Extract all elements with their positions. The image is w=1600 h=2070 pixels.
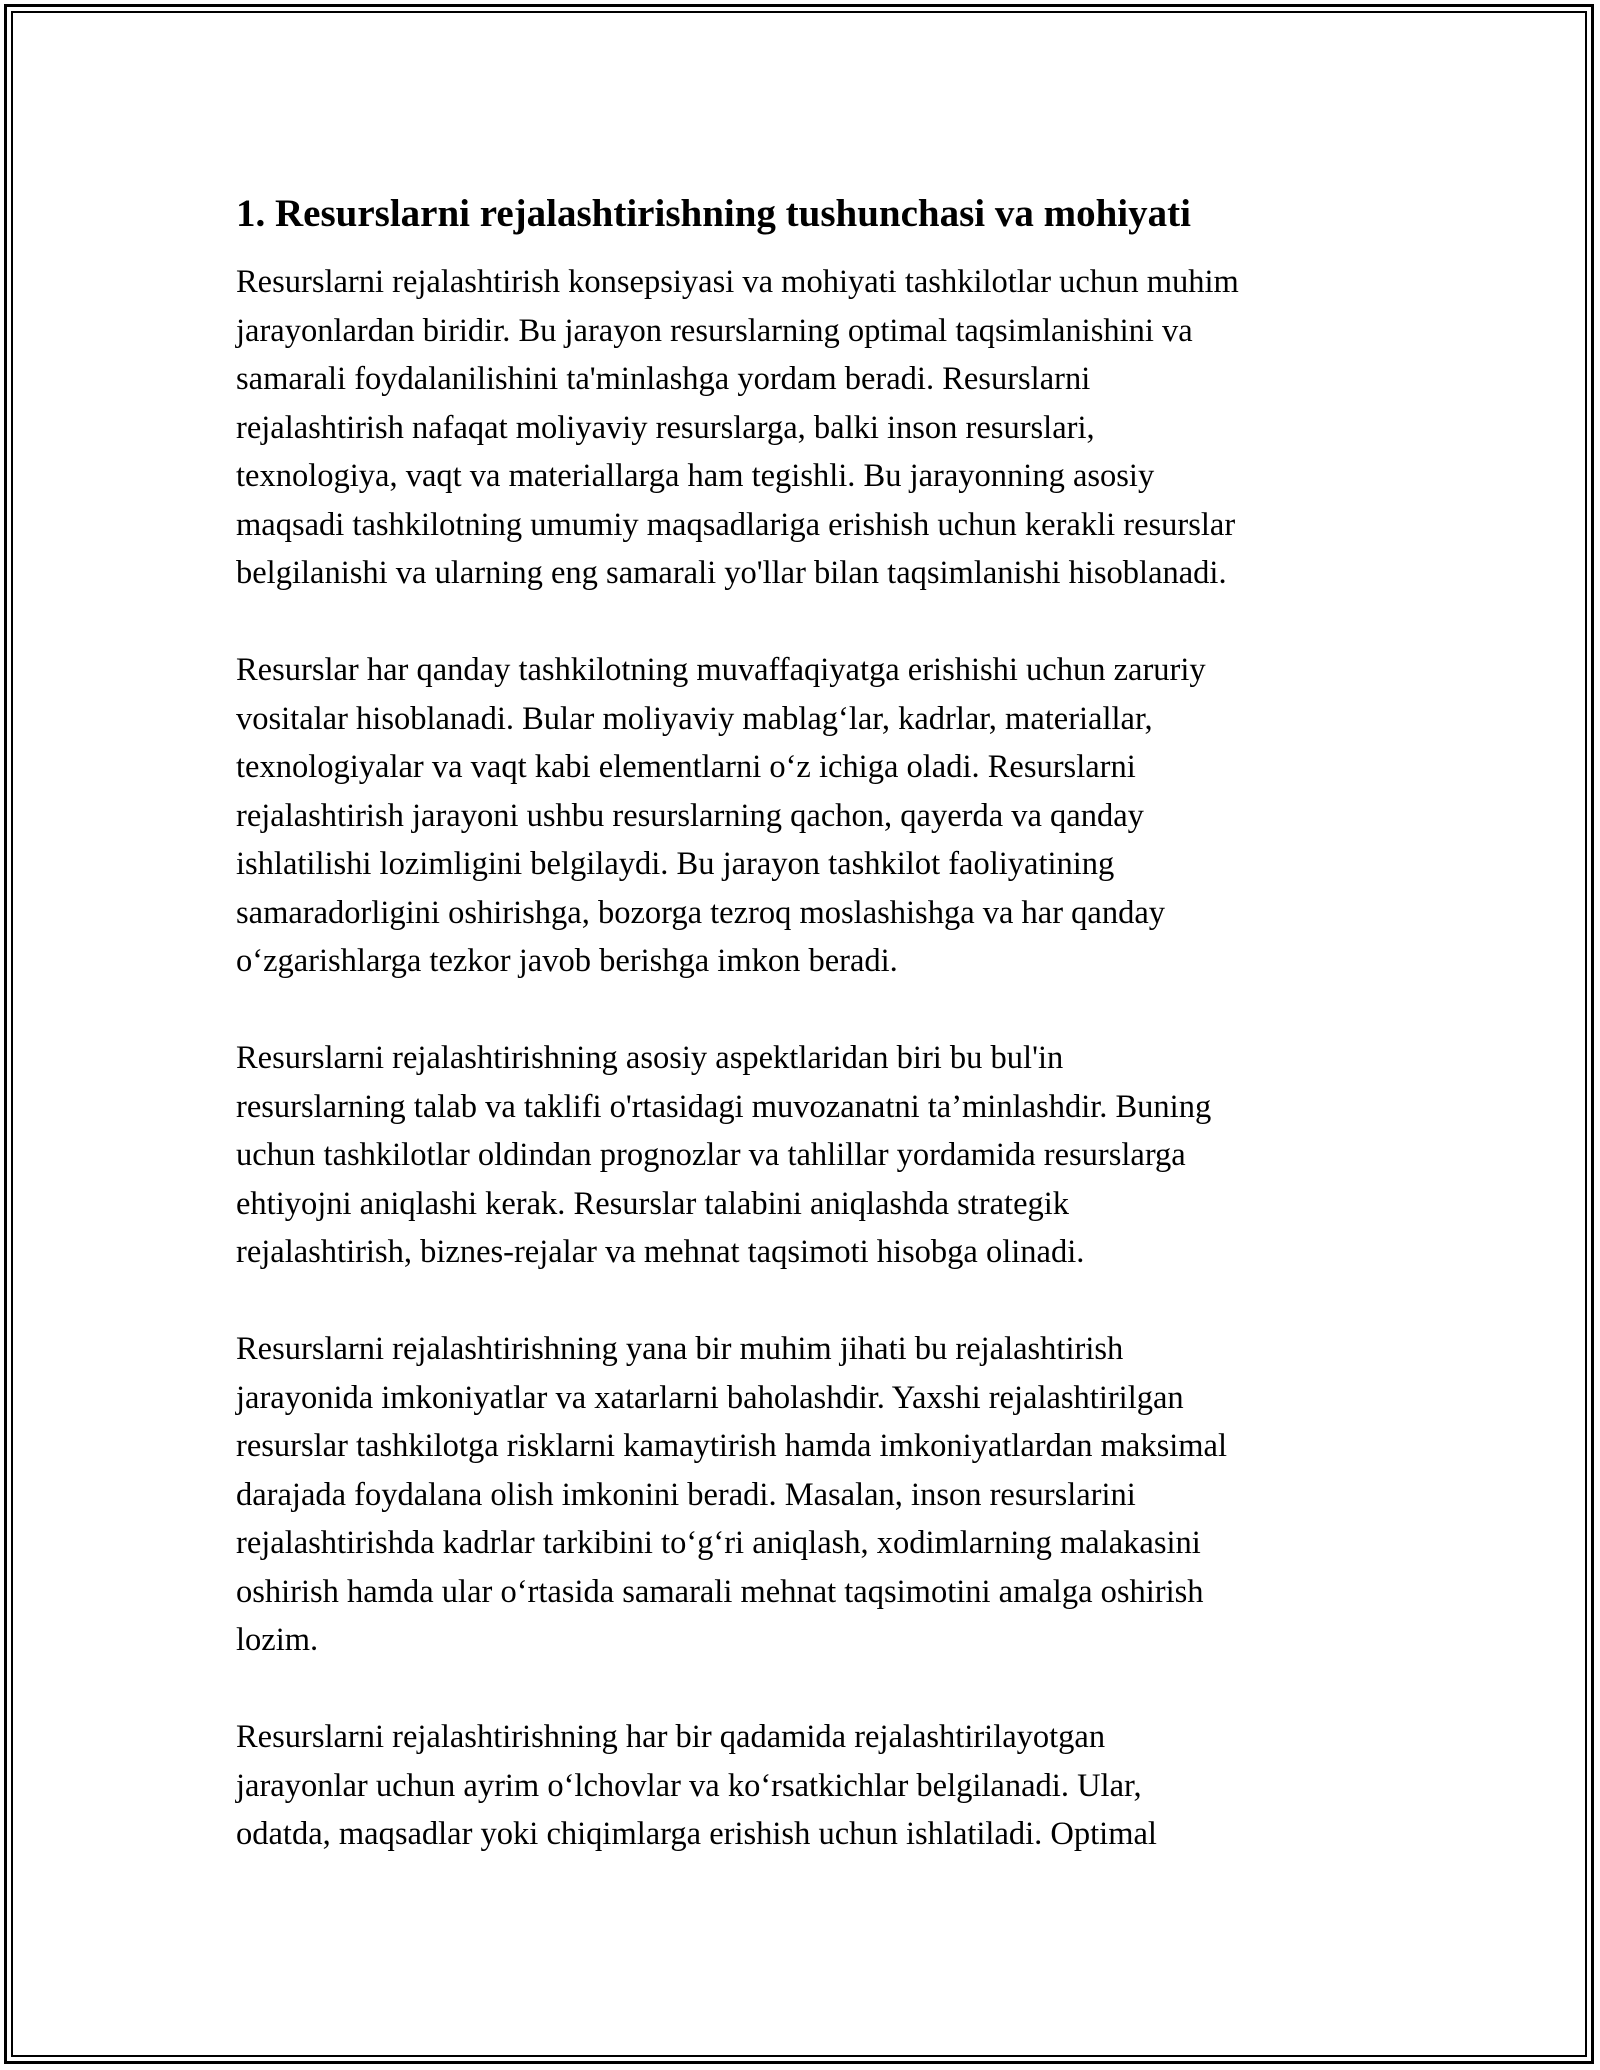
text-line: o‘zgarishlarga tezkor javob berishga imkon beradi. <box>236 943 898 979</box>
text-line: Resurslar har qanday tashkilotning muvaffaqiyatga erishishi uchun zaruriy <box>236 652 1206 688</box>
text-line: Resurslarni rejalashtirishning yana bir muhim jihati bu rejalashtirish <box>236 1331 1124 1367</box>
text-line: Resurslarni rejalashtirishning har bir qadamida rejalashtirilayotgan <box>236 1719 1106 1755</box>
text-line: jarayonlardan biridir. Bu jarayon resurslarning optimal taqsimlanishini va <box>236 312 1193 349</box>
paragraph-5 <box>236 1713 1376 1859</box>
text-line: uchun tashkilotlar oldindan prognozlar va tahlillar yordamida resurslarga <box>236 1137 1186 1173</box>
text-line: jarayonida imkoniyatlar va xatarlarni baholashdir. Yaxshi rejalashtirilgan <box>236 1379 1184 1416</box>
text-line: texnologiyalar va vaqt kabi elementlarni o‘z ichiga oladi. Resurslarni <box>236 749 1136 785</box>
text-line: odatda, maqsadlar yoki chiqimlarga erishish uchun ishlatiladi. Optimal <box>236 1816 1157 1852</box>
text-line: ishlatilishi lozimligini belgilaydi. Bu jarayon tashkilot faoliyatining <box>236 846 1115 882</box>
text-line: resurslarning talab va taklifi o'rtasidagi muvozanatni ta’minlashdir. Buning <box>236 1088 1212 1125</box>
text-line: oshirish hamda ular o‘rtasida samarali mehnat taqsimotini amalga oshirish <box>236 1573 1204 1610</box>
text-line: belgilanishi va ularning eng samarali yo'llar bilan taqsimlanishi hisoblanadi. <box>236 555 1227 591</box>
text-line: lozim. <box>236 1622 319 1658</box>
section-heading: 1. Resurslarni rejalashtirishning tushunchasi va mohiyati <box>236 192 1191 235</box>
text-line: rejalashtirish, biznes-rejalar va mehnat taqsimoti hisobga olinadi. <box>236 1234 1085 1270</box>
text-line: Resurslarni rejalashtirish konsepsiyasi va mohiyati tashkilotlar uchun muhim <box>236 264 1239 300</box>
text-line: ehtiyojni aniqlashi kerak. Resurslar talabini aniqlashda strategik <box>236 1185 1070 1222</box>
document-body <box>236 186 1376 1907</box>
text-line: vositalar hisoblanadi. Bular moliyaviy mablag‘lar, kadrlar, materiallar, <box>236 700 1153 737</box>
text-line: rejalashtirishda kadrlar tarkibini to‘g‘ri aniqlash, xodimlarning malakasini <box>236 1525 1201 1561</box>
text-line: rejalashtirish nafaqat moliyaviy resurslarga, balki inson resurslari, <box>236 409 1095 446</box>
paragraph-2 <box>236 646 1376 986</box>
text-line: jarayonlar uchun ayrim o‘lchovlar va ko‘rsatkichlar belgilanadi. Ular, <box>236 1767 1142 1804</box>
text-line: rejalashtirish jarayoni ushbu resurslarning qachon, qayerda va qanday <box>236 797 1144 834</box>
text-line: darajada foydalana olish imkonini beradi. Masalan, inson resurslarini <box>236 1476 1136 1513</box>
paragraph-1 <box>236 258 1376 598</box>
paragraph-3 <box>236 1034 1376 1277</box>
text-line: resurslar tashkilotga risklarni kamaytirish hamda imkoniyatlardan maksimal <box>236 1428 1227 1464</box>
text-line: samaradorligini oshirishga, bozorga tezroq moslashishga va har qanday <box>236 894 1166 931</box>
text-line: samarali foydalanilishini ta'minlashga yordam beradi. Resurslarni <box>236 361 1091 397</box>
paragraph-4 <box>236 1325 1376 1665</box>
text-line: Resurslarni rejalashtirishning asosiy aspektlaridan biri bu bul'in <box>236 1040 1064 1076</box>
text-line: maqsadi tashkilotning umumiy maqsadlariga erishish uchun kerakli resurslar <box>236 506 1236 543</box>
text-line: texnologiya, vaqt va materiallarga ham tegishli. Bu jarayonning asosiy <box>236 458 1155 494</box>
